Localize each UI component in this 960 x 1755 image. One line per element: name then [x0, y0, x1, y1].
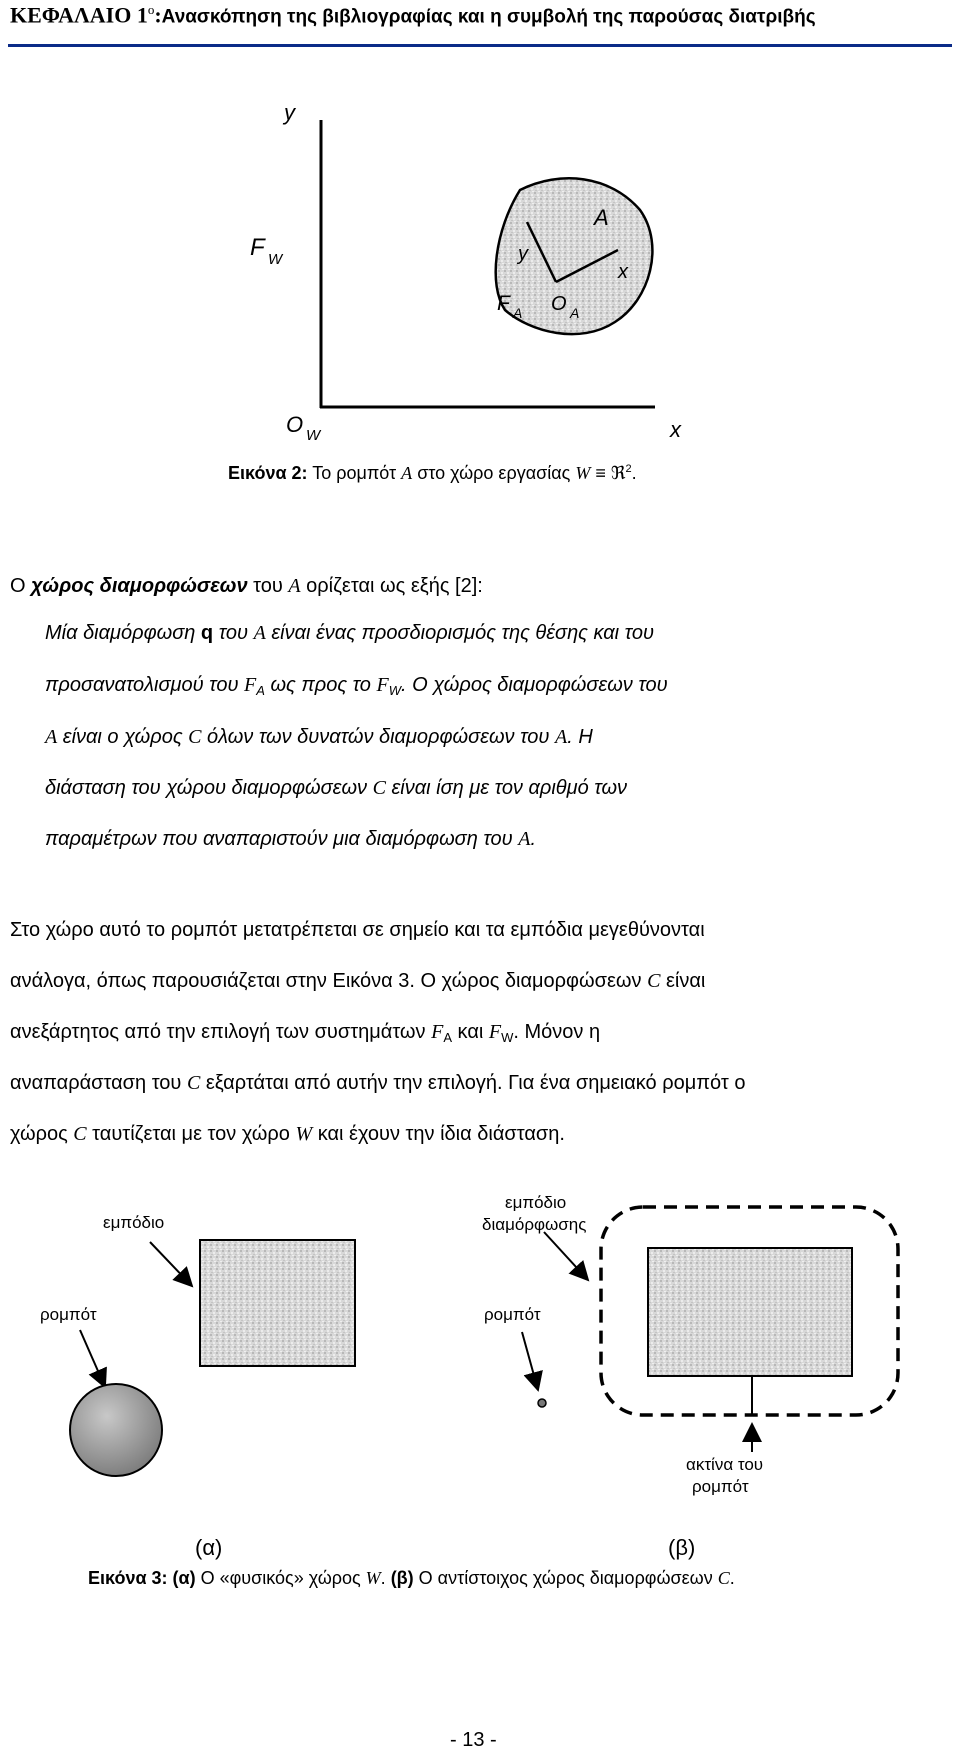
def-l4-C: C — [372, 777, 386, 799]
robot-label: A — [594, 205, 609, 230]
def-l1-b: του — [213, 622, 254, 644]
def-l2-b: ως προς το — [264, 674, 377, 696]
obstacle-b-label-1: εμπόδιο — [505, 1193, 567, 1212]
def-l2-F2s: W — [388, 683, 401, 698]
paragraph-line-5 — [10, 1124, 565, 1144]
x-axis-label: x — [670, 417, 681, 442]
def-l3-b: όλων των δυνατών διαμορφώσεων του — [201, 726, 555, 748]
figure-3-caption-a: (α) — [172, 1568, 196, 1588]
figure-3-caption-end: . — [729, 1568, 735, 1588]
p3-F: F — [431, 1021, 444, 1043]
obstacle-a-arrow — [150, 1242, 192, 1286]
chapter-colon: : — [154, 2, 162, 28]
origin-label: O — [286, 412, 304, 437]
chapter-title: ΚΕΦΑΛΑΙΟ 1 — [10, 2, 148, 28]
figure-3-caption-C: C — [717, 1568, 730, 1588]
figure-3-diagram — [0, 1190, 960, 1570]
definition-intro — [10, 576, 483, 596]
def-l1-sym: A — [253, 622, 266, 644]
p2-b: είναι — [660, 970, 706, 992]
p3-F2s: W — [501, 1030, 514, 1045]
radius-label-2: ρομπότ — [692, 1477, 749, 1496]
robot-b-label: ρομπότ — [484, 1305, 541, 1324]
p5-a: χώρος — [10, 1123, 74, 1145]
robot-x-label: x — [618, 261, 628, 283]
figure-3-caption-t2: . — [380, 1568, 391, 1588]
def-intro-mid: του — [247, 575, 289, 597]
figure-2-caption-text2: στο χώρο εργασίας — [417, 463, 571, 483]
def-l3-sym2: A — [554, 726, 568, 748]
p4-a: αναπαράσταση του — [10, 1072, 187, 1094]
symbol-W: W — [575, 463, 591, 483]
definition-line-4 — [45, 778, 627, 798]
y-axis-label: y — [284, 100, 295, 125]
obstacle-a — [200, 1240, 355, 1366]
p2-a: ανάλογα, όπως παρουσιάζεται στην Εικόνα 3. Ο χώρος διαμορφώσεων — [10, 970, 648, 992]
figure-2-diagram — [0, 60, 960, 460]
def-l1-a: Μία διαμόρφωση — [45, 622, 201, 644]
def-intro-term: χώρος διαμορφώσεων — [31, 575, 248, 597]
robot-b-point — [538, 1399, 546, 1407]
figure-2-caption-end: . — [631, 463, 637, 483]
figure-2-caption-text1: Το ρομπότ — [312, 463, 397, 483]
def-l2-a: προσανατολισμού του — [45, 674, 245, 696]
figure-3-caption-b: (β) — [390, 1568, 414, 1588]
paragraph-line-2 — [10, 971, 705, 991]
def-l2-F2: F — [376, 674, 389, 696]
figure-3-caption-W: W — [365, 1568, 381, 1588]
figure-2-caption — [228, 463, 637, 484]
def-intro-sym: A — [288, 575, 301, 597]
frame-label: F — [250, 234, 265, 261]
robot-a-label: ρομπότ — [40, 1305, 97, 1324]
p4-C: C — [186, 1072, 201, 1094]
subfigure-b-label: (β) — [668, 1535, 696, 1560]
paragraph-line-4 — [10, 1073, 745, 1093]
chapter-subtitle: Ανασκόπηση της βιβλιογραφίας και η συμβολή της παρούσας διατριβής — [161, 6, 816, 28]
symbol-A: A — [401, 463, 413, 483]
obstacle-b — [648, 1248, 852, 1376]
p5-b: ταυτίζεται με τον χώρο — [86, 1123, 296, 1145]
def-l1-q: q — [200, 622, 214, 644]
subfigure-a-label: (α) — [195, 1535, 223, 1560]
paragraph-line-3 — [10, 1022, 600, 1044]
figure-3-caption-label: Εικόνα 3: — [88, 1568, 168, 1588]
robot-frame-label: F — [497, 292, 510, 315]
definition-line-5 — [45, 829, 536, 849]
page-number: - 13 - — [450, 1729, 497, 1751]
robot-frame-sub: A — [513, 305, 523, 321]
real-symbol: ℜ — [610, 463, 626, 483]
paragraph-line-1: Στο χώρο αυτό το ρομπότ μετατρέπεται σε σημείο και τα εμπόδια μεγεθύνονται — [10, 919, 705, 941]
def-intro-post: ορίζεται ως εξής [2]: — [300, 575, 483, 597]
robot-origin-label: O — [551, 293, 567, 315]
origin-sub-label: W — [306, 427, 321, 444]
chapter-header — [10, 2, 950, 28]
p3-b: και — [452, 1021, 489, 1043]
p3-a: ανεξάρτητος από την επιλογή των συστημάτων — [10, 1021, 432, 1043]
def-l1-c: είναι ένας προσδιορισμός της θέσης και του — [265, 622, 654, 644]
def-l4-a: διάσταση του χώρου διαμορφώσεων — [45, 777, 373, 799]
figure-3-caption-t1: Ο «φυσικός» χώρος — [195, 1568, 366, 1588]
p3-F2: F — [488, 1021, 502, 1043]
def-l2-c: . Ο χώρος διαμορφώσεων του — [400, 674, 668, 696]
p4-b: εξαρτάται από αυτήν την επιλογή. Για ένα σημειακό ρομπότ ο — [200, 1072, 746, 1094]
robot-b-arrow — [522, 1332, 538, 1390]
robot-a-disc — [70, 1384, 162, 1476]
def-l3-sym: A — [45, 726, 58, 748]
obstacle-b-arrow — [544, 1232, 588, 1280]
robot-a-arrow — [80, 1330, 105, 1387]
chapter-sup: ο — [147, 2, 155, 17]
def-l5-a: παραμέτρων που αναπαριστούν μια διαμόρφωση του — [45, 828, 519, 850]
figure-2-caption-label: Εικόνα 2: — [228, 463, 308, 483]
p5-C: C — [73, 1123, 87, 1145]
obstacle-a-label: εμπόδιο — [103, 1213, 165, 1232]
def-l2-F: F — [244, 674, 257, 696]
robot-y-label: y — [518, 243, 528, 265]
def-l3-C: C — [188, 726, 202, 748]
equiv-symbol: ≡ — [595, 463, 606, 483]
def-intro-pre: Ο — [10, 575, 32, 597]
def-l5-b: . — [530, 828, 537, 850]
figure-3-caption — [88, 1568, 735, 1589]
p5-W: W — [295, 1123, 313, 1145]
def-l3-a: είναι ο χώρος — [57, 726, 189, 748]
header-rule — [8, 44, 952, 47]
p5-c: και έχουν την ίδια διάσταση. — [312, 1123, 565, 1145]
radius-label-1: ακτίνα του — [686, 1455, 764, 1474]
figure-3-caption-t3: Ο αντίστοιχος χώρος διαμορφώσεων — [413, 1568, 718, 1588]
real-sup: 2 — [625, 463, 632, 475]
def-l2-Fs: A — [256, 683, 265, 698]
def-l4-b: είναι ίση με τον αριθμό των — [385, 777, 628, 799]
definition-line-1 — [45, 623, 850, 643]
p2-C: C — [647, 970, 661, 992]
p3-c: . Μόνον η — [513, 1021, 601, 1043]
frame-sub-label: W — [268, 251, 283, 268]
p3-Fs: A — [443, 1030, 452, 1045]
robot-origin-sub: A — [570, 305, 580, 321]
definition-line-2 — [45, 675, 668, 697]
obstacle-b-label-2: διαμόρφωσης — [482, 1215, 587, 1234]
definition-line-3 — [45, 727, 593, 747]
def-l3-c: . Η — [567, 726, 593, 748]
def-l5-sym: A — [518, 828, 531, 850]
